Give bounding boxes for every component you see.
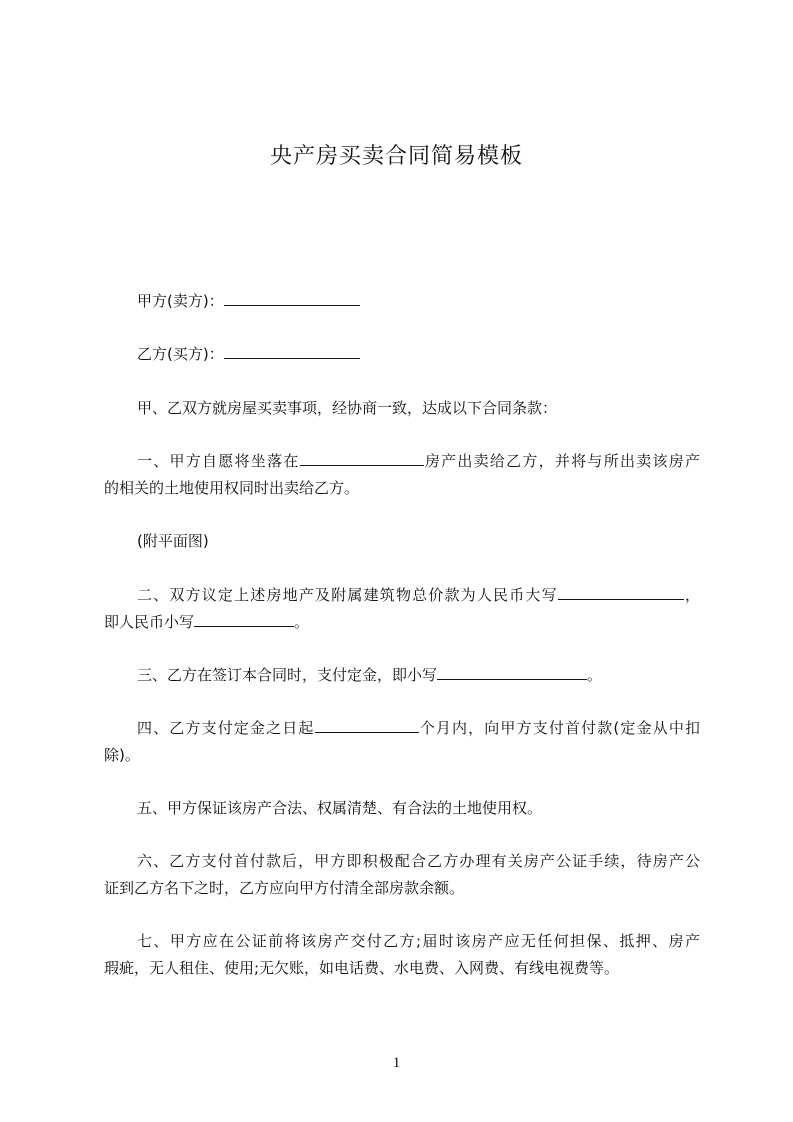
months-blank [315, 718, 419, 733]
clause-1-line-2: 的相关的土地使用权同时出卖给乙方。 [104, 479, 360, 497]
clause-1-text-b: 房产出卖给乙方，并将与所出卖该房产 [423, 452, 700, 470]
clause-4-text-a: 四、乙方支付定金之日起 [137, 719, 315, 737]
clause-2-text-b: ， [683, 586, 700, 604]
party-a-blank [224, 291, 360, 306]
clause-3 [137, 665, 602, 685]
clause-6-line-1: 六、乙方支付首付款后，甲方即积极配合乙方办理有关房产公证手续，待房产公 [137, 852, 700, 870]
attachment-note: (附平面图) [137, 532, 209, 550]
clause-7-line-1: 七、甲方应在公证前将该房产交付乙方;届时该房产应无任何担保、抵押、房产 [137, 932, 700, 950]
clause-3-text-b: 。 [587, 666, 603, 684]
clause-7-line-2: 瑕疵，无人租住、使用;无欠账，如电话费、水电费、入网费、有线电视费等。 [104, 959, 620, 977]
clause-1-text-a: 一、甲方自愿将坐落在 [137, 452, 300, 470]
intro-text: 甲、乙双方就房屋买卖事项，经协商一致，达成以下合同条款： [137, 399, 558, 417]
clause-6-line-2: 证到乙方名下之时，乙方应向甲方付清全部房款余额。 [104, 879, 465, 897]
party-b-label: 乙方(买方)： [137, 345, 224, 363]
deposit-blank [437, 665, 587, 680]
price-uppercase-blank [558, 585, 684, 600]
party-b-line [137, 344, 360, 364]
clause-4-text-b: 个月内，向甲方支付首付款(定金从中扣 [418, 719, 700, 737]
party-b-blank [224, 344, 360, 359]
location-blank [300, 451, 424, 466]
clause-2-line-2 [104, 612, 309, 632]
clause-4-line-2: 除)。 [104, 746, 140, 764]
clause-2-text-d: 。 [294, 613, 310, 631]
clause-2-line-1 [137, 585, 700, 605]
party-a-label: 甲方(卖方)： [137, 292, 224, 310]
page-number: 1 [392, 1055, 401, 1071]
clause-2-text-a: 二、双方议定上述房地产及附属建筑物总价款为人民币大写 [137, 586, 558, 604]
price-lowercase-blank [194, 612, 294, 627]
clause-4-line-1 [137, 718, 700, 738]
party-a-line [137, 291, 360, 311]
clause-5: 五、甲方保证该房产合法、权属清楚、有合法的土地使用权。 [137, 799, 543, 817]
clause-2-text-c: 即人民币小写 [104, 613, 195, 631]
document-title: 央产房买卖合同简易模板 [269, 144, 523, 169]
clause-1-line-1 [137, 451, 700, 471]
clause-3-text-a: 三、乙方在签订本合同时，支付定金，即小写 [137, 666, 438, 684]
